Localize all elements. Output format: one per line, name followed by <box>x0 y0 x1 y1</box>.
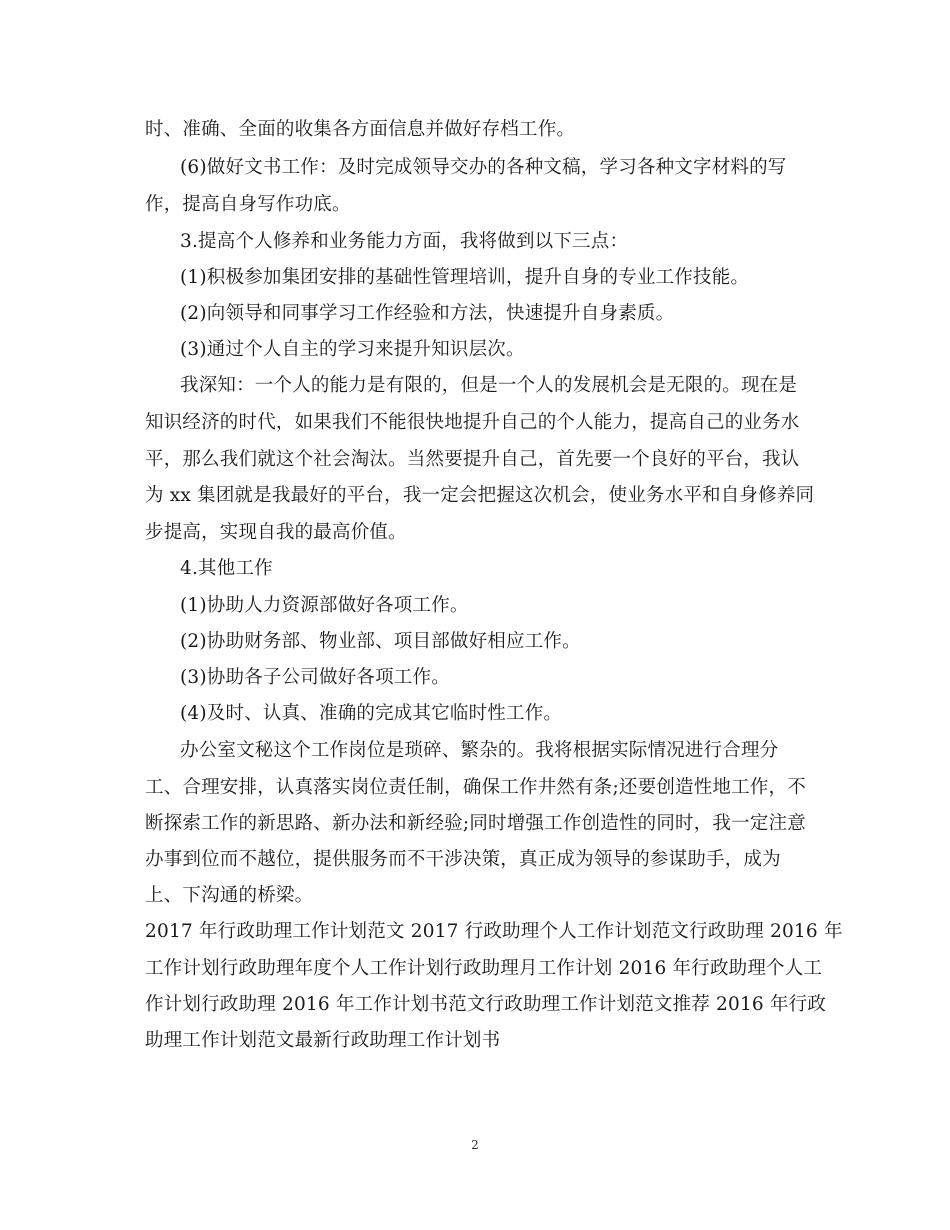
text-line: 上、下沟通的桥梁。 <box>145 885 314 906</box>
text-line: (6)做好文书工作：及时完成领导交办的各种文稿，学习各种文字材料的写 <box>180 157 787 178</box>
page-number: 2 <box>471 1138 479 1152</box>
related-links-line: 作计划行政助理 2016 年工作计划书范文行政助理工作计划范文推荐 2016 年行政 <box>145 994 827 1015</box>
related-links-line: 工作计划行政助理年度个人工作计划行政助理月工作计划 2016 年行政助理个人工 <box>145 958 823 979</box>
text-line: 办公室文秘这个工作岗位是琐碎、繁杂的。我将根据实际情况进行合理分 <box>180 740 779 761</box>
text-line: 平，那么我们就这个社会淘汰。当然要提升自己，首先要一个良好的平台，我认 <box>145 449 800 470</box>
text-line: 我深知：一个人的能力是有限的，但是一个人的发展机会是无限的。现在是 <box>180 375 798 396</box>
list-item: (2)向领导和同事学习工作经验和方法，快速提升自身素质。 <box>180 303 675 324</box>
text-line: 办事到位而不越位，提供服务而不干涉决策，真正成为领导的参谋助手，成为 <box>145 849 781 870</box>
list-item: (4)及时、认真、准确的完成其它临时性工作。 <box>180 703 563 724</box>
list-item: (2)协助财务部、物业部、项目部做好相应工作。 <box>180 631 581 652</box>
list-item: (1)协助人力资源部做好各项工作。 <box>180 595 469 616</box>
text-line: 步提高，实现自我的最高价值。 <box>145 522 407 543</box>
list-item: (3)通过个人自主的学习来提升知识层次。 <box>180 339 525 360</box>
text-line: 工、合理安排，认真落实岗位责任制，确保工作井然有条;还要创造性地工作，不 <box>145 777 806 798</box>
text-line: 断探索工作的新思路、新办法和新经验;同时增强工作创造性的同时，我一定注意 <box>145 813 806 834</box>
list-item: (3)协助各子公司做好各项工作。 <box>180 667 450 688</box>
related-links-line: 助理工作计划范文最新行政助理工作计划书 <box>145 1030 501 1051</box>
text-line: 知识经济的时代，如果我们不能很快地提升自己的个人能力，提高自己的业务水 <box>145 412 800 433</box>
text-line: 为 xx 集团就是我最好的平台，我一定会把握这次机会，使业务水平和自身修养同 <box>145 485 815 506</box>
list-item: (1)积极参加集团安排的基础性管理培训，提升自身的专业工作技能。 <box>180 267 750 288</box>
text-line: 作，提高自身写作功底。 <box>145 194 351 215</box>
section-heading: 3.提高个人修养和业务能力方面，我将做到以下三点： <box>180 231 629 252</box>
text-line: 时、准确、全面的收集各方面信息并做好存档工作。 <box>145 119 576 140</box>
related-links-line: 2017 年行政助理工作计划范文 2017 行政助理个人工作计划范文行政助理 2016 年 <box>145 921 843 942</box>
section-heading: 4.其他工作 <box>180 558 273 579</box>
